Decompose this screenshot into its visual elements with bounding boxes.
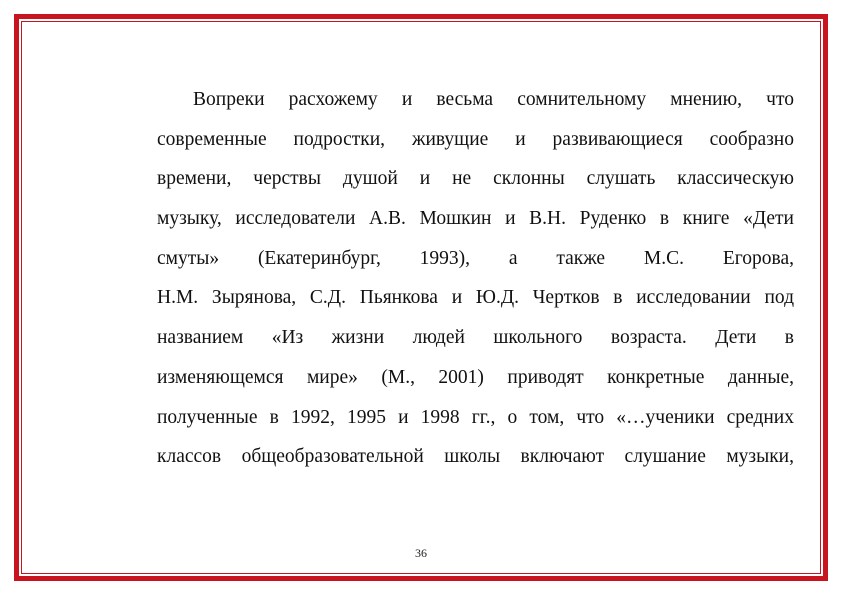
paragraph-line-1: Вопреки расхожему и весьма сомнительному мнению, что: [193, 89, 794, 110]
paragraph-line-5: смуты» (Екатеринбург, 1993), а также М.С. Егорова,: [157, 247, 794, 269]
paragraph-line-8: изменяющемся мире» (М., 2001) приводят конкретные данные,: [157, 366, 794, 388]
paragraph-line-3: времени, черствы душой и не склонны слушать классическую: [157, 168, 794, 190]
page-number: 36: [415, 546, 427, 560]
paragraph-line-6: Н.М. Зырянова, С.Д. Пьянкова и Ю.Д. Чертков в исследовании под: [157, 287, 794, 309]
paragraph-line-4: музыку, исследователи А.В. Мошкин и В.Н. Руденко в книге «Дети: [157, 208, 794, 230]
paragraph-line-9: полученные в 1992, 1995 и 1998 гг., о том, что «…ученики средних: [157, 406, 794, 428]
paragraph-line-2: современные подростки, живущие и развивающиеся сообразно: [157, 128, 794, 150]
paragraph-line-7: названием «Из жизни людей школьного возраста. Дети в: [157, 327, 794, 349]
paragraph-line-10: классов общеобразовательной школы включают слушание музыки,: [157, 446, 794, 468]
body-paragraph: [157, 80, 794, 477]
